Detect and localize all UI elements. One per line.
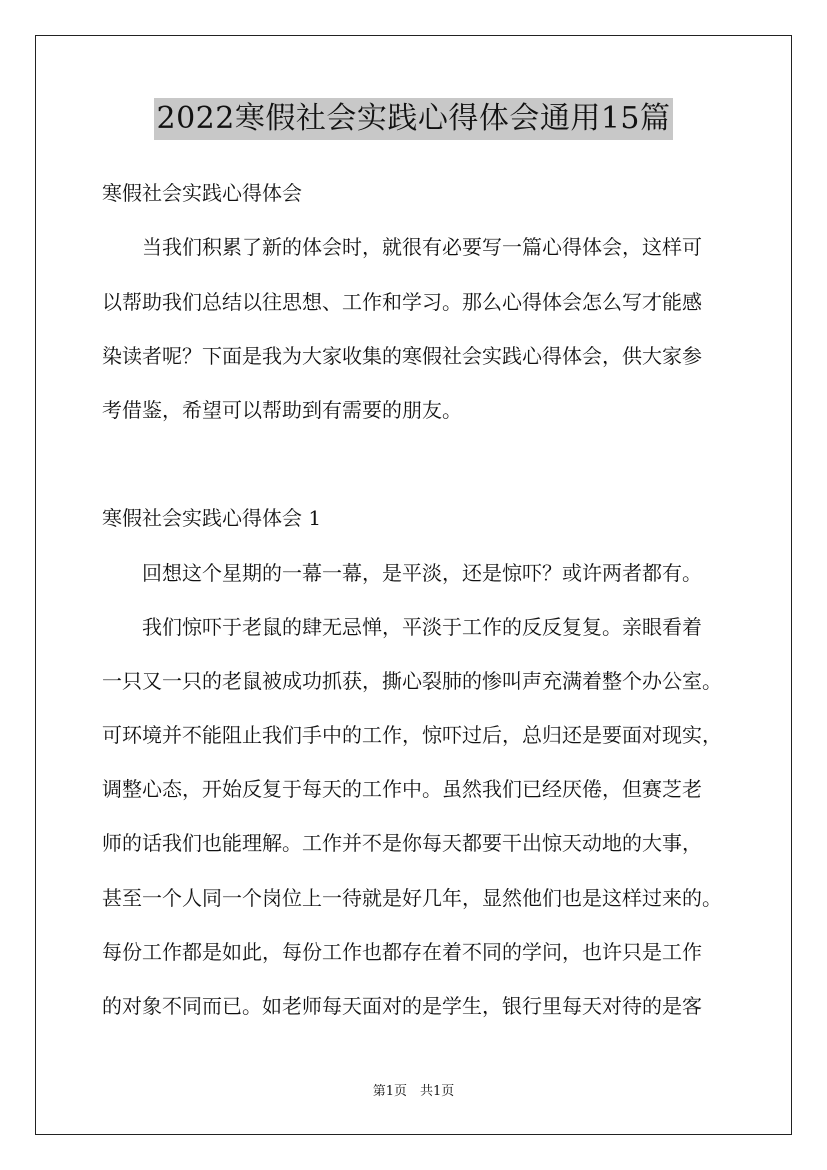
paragraph-line: 甚至一个人同一个岗位上一待就是好几年，显然他们也是这样过来的。 xyxy=(102,886,722,910)
paragraph-line: 我们惊吓于老鼠的肆无忌惮，平淡于工作的反反复复。亲眼看着 xyxy=(142,615,702,639)
title-container xyxy=(0,98,827,140)
intro-line: 当我们积累了新的体会时，就很有必要写一篇心得体会，这样可 xyxy=(142,235,702,259)
intro-line: 以帮助我们总结以往思想、工作和学习。那么心得体会怎么写才能感 xyxy=(102,290,702,314)
intro-line: 考借鉴，希望可以帮助到有需要的朋友。 xyxy=(102,398,462,422)
intro-heading: 寒假社会实践心得体会 xyxy=(102,181,302,205)
document-title: 2022寒假社会实践心得体会通用15篇 xyxy=(154,98,672,140)
paragraph-line: 师的话我们也能理解。工作并不是你每天都要干出惊天动地的大事， xyxy=(102,831,702,855)
paragraph-line: 一只又一只的老鼠被成功抓获，撕心裂肺的惨叫声充满着整个办公室。 xyxy=(102,669,722,693)
intro-line: 染读者呢？下面是我为大家收集的寒假社会实践心得体会，供大家参 xyxy=(102,344,702,368)
paragraph-line: 调整心态，开始反复于每天的工作中。虽然我们已经厌倦，但赛芝老 xyxy=(102,777,702,801)
paragraph-line: 的对象不同而已。如老师每天面对的是学生，银行里每天对待的是客 xyxy=(102,994,702,1018)
paragraph-line: 回想这个星期的一幕一幕，是平淡，还是惊吓？或许两者都有。 xyxy=(142,561,702,585)
paragraph-line: 可环境并不能阻止我们手中的工作，惊吓过后，总归还是要面对现实， xyxy=(102,723,722,747)
section-heading: 寒假社会实践心得体会 1 xyxy=(102,506,322,530)
page-footer: 第1页 共1页 xyxy=(372,1084,455,1099)
paragraph-line: 每份工作都是如此，每份工作也都存在着不同的学问，也许只是工作 xyxy=(102,940,702,964)
